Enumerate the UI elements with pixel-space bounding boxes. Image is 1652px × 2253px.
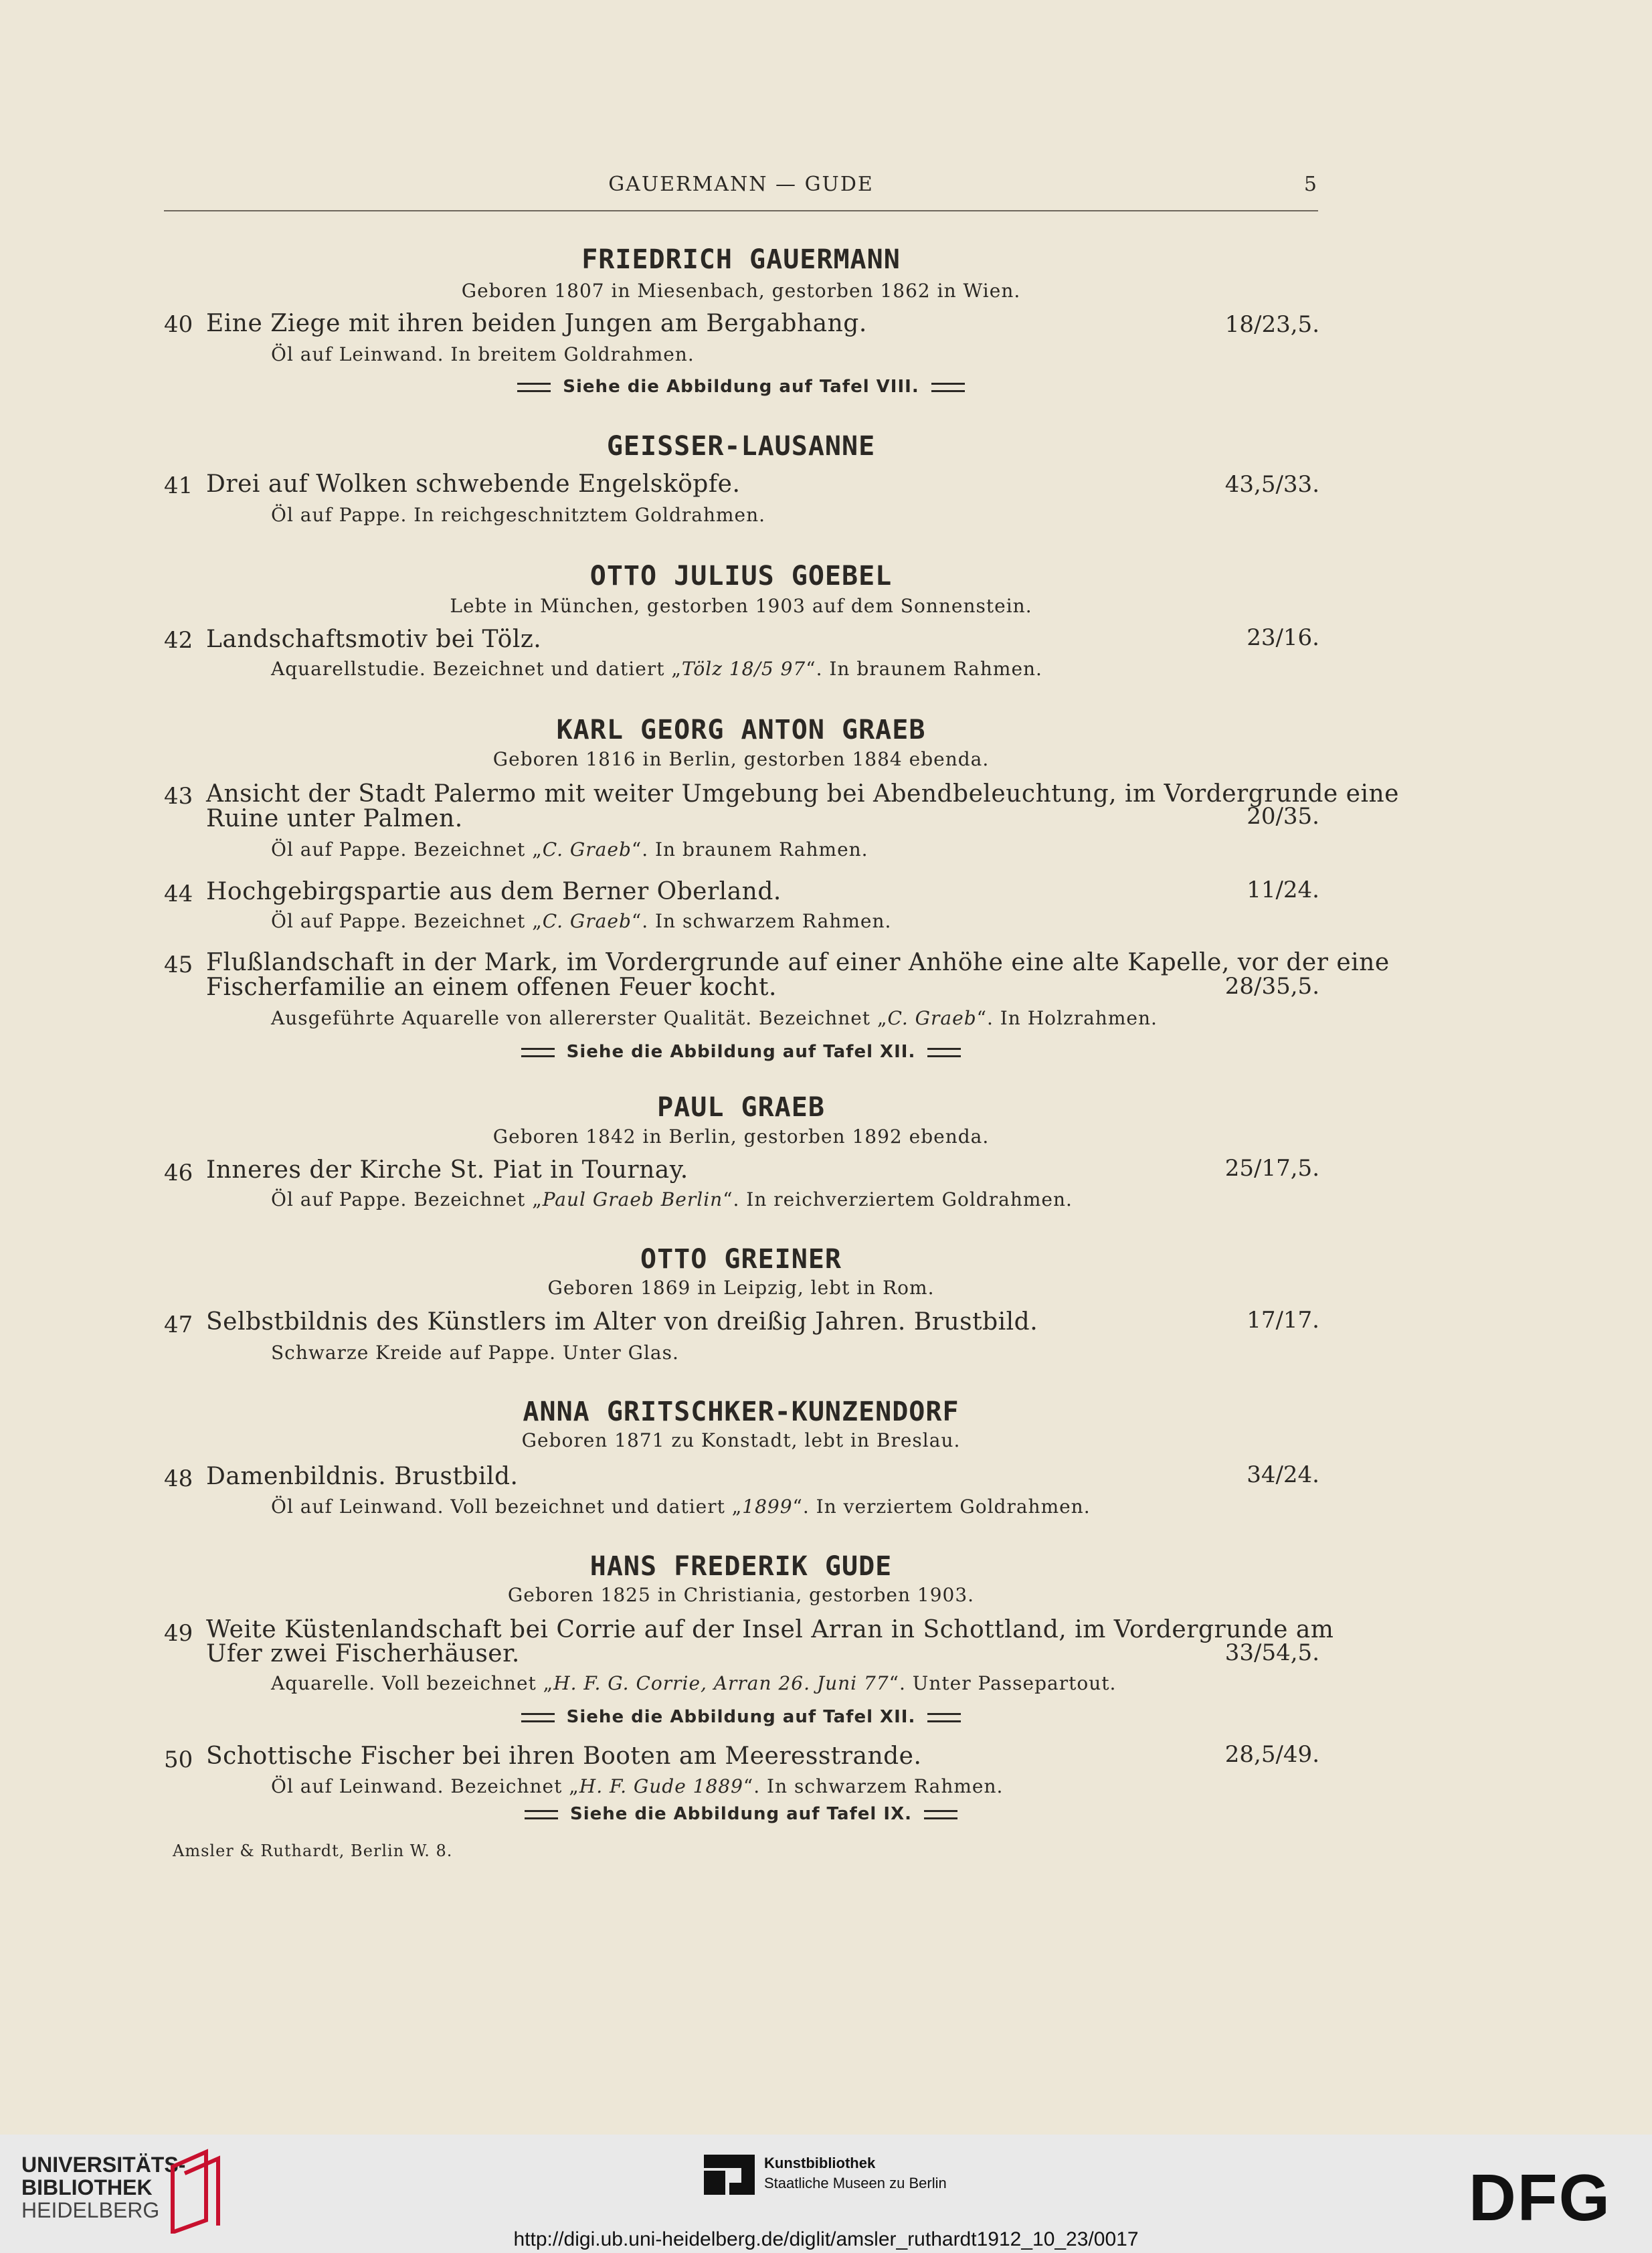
entry-title-continued: Ufer zwei Fischerhäuser. [206,1640,520,1668]
dfg-logo[interactable]: DFG [1469,2161,1611,2234]
artist-bio: Geboren 1807 in Miesenbach, gestorben 1862 in Wien. [461,280,1021,302]
catalog-number: 49 [164,1620,193,1647]
permalink-url[interactable]: http://digi.ub.uni-heidelberg.de/diglit/amsler_ruthardt1912_10_23/0017 [513,2228,1139,2250]
running-title: GAUERMANN — GUDE [608,173,874,196]
entry-title: Damenbildnis. Brustbild. [206,1463,519,1490]
artist-heading: FRIEDRICH GAUERMANN [581,244,901,275]
artist-bio: Geboren 1816 in Berlin, gestorben 1884 ebenda. [492,748,990,770]
catalog-number: 48 [164,1465,193,1492]
entry-title: Drei auf Wolken schwebende Engelsköpfe. [206,470,741,498]
header-rule [164,210,1318,211]
entry-title: Schottische Fischer bei ihren Booten am Meeresstrande. [206,1742,922,1770]
entry-title: Eine Ziege mit ihren beiden Jungen am Bergabhang. [206,310,867,337]
plate-text: Siehe die Abbildung auf Tafel XII. [566,1707,916,1727]
entry-title: Selbstbildnis des Künstlers im Alter von dreißig Jahren. Brustbild. [206,1308,1038,1336]
artist-heading: PAUL GRAEB [657,1092,825,1123]
entry-note: Öl auf Leinwand. In breitem Goldrahmen. [271,343,695,365]
artist-heading: KARL GEORG ANTON GRAEB [556,715,926,745]
entry-title: Ansicht der Stadt Palermo mit weiter Umgebung bei Abendbeleuchtung, im Vordergrunde eine [206,780,1399,808]
entry-note: Öl auf Pappe. In reichgeschnitztem Goldrahmen. [271,504,766,526]
kunstbibliothek-mark-icon [703,2155,756,2195]
plate-reference [164,377,1318,397]
entry-title: Landschaftsmotiv bei Tölz. [206,626,542,653]
artist-bio: Geboren 1825 in Christiania, gestorben 1903. [507,1584,975,1606]
artist-heading: OTTO GREINER [640,1244,842,1275]
artist-heading: GEISSER-LAUSANNE [606,431,876,462]
printer-imprint: Amsler & Ruthardt, Berlin W. 8. [173,1841,453,1860]
entry-dimensions: 28/35,5. [1224,973,1319,1000]
plate-reference [164,1804,1318,1824]
artist-heading: OTTO JULIUS GOEBEL [589,561,893,592]
catalog-number: 41 [164,472,193,499]
artist-heading: HANS FREDERIK GUDE [589,1551,893,1582]
entry-title: Inneres der Kirche St. Piat in Tournay. [206,1156,689,1184]
entry-dimensions: 33/54,5. [1224,1639,1319,1666]
entry-title-continued: Fischerfamilie an einem offenen Feuer kocht. [206,974,777,1001]
entry-dimensions: 23/16. [1247,624,1319,651]
catalog-number: 50 [164,1746,193,1773]
university-library-logo[interactable]: UNIVERSITÄTS- BIBLIOTHEK HEIDELBERG [21,2153,186,2222]
plate-reference [164,1042,1318,1062]
entry-title: Flußlandschaft in der Mark, im Vordergrunde auf einer Anhöhe eine alte Kapelle, vor der eine [206,949,1390,976]
entry-title: Weite Küstenlandschaft bei Corrie auf der Insel Arran in Schottland, im Vordergrunde am [206,1616,1334,1643]
entry-title: Hochgebirgspartie aus dem Berner Oberland. [206,878,782,905]
catalog-number: 42 [164,627,193,654]
entry-dimensions: 11/24. [1247,877,1319,903]
entry-note: Öl auf Pappe. Bezeichnet „C. Graeb“. In schwarzem Rahmen. [271,910,892,932]
digitization-footer: UNIVERSITÄTS- BIBLIOTHEK HEIDELBERG Kunstbibliothek Staatliche Museen zu Berlin DFG http://digi.ub.uni-heidelberg.de/diglit/amsler_ruthardt1912_10_23/0017 [0,2135,1652,2253]
artist-bio: Geboren 1869 in Leipzig, lebt in Rom. [547,1277,935,1299]
plate-text: Siehe die Abbildung auf Tafel IX. [570,1804,912,1824]
entry-dimensions: 28,5/49. [1224,1741,1319,1768]
entry-note: Öl auf Pappe. Bezeichnet „Paul Graeb Berlin“. In reichverziertem Goldrahmen. [271,1188,1073,1210]
artist-bio: Lebte in München, gestorben 1903 auf dem Sonnenstein. [450,595,1032,617]
plate-reference [164,1707,1318,1727]
entry-dimensions: 25/17,5. [1224,1155,1319,1182]
entry-dimensions: 34/24. [1247,1461,1319,1488]
catalog-number: 46 [164,1160,193,1186]
catalog-number: 43 [164,783,193,810]
catalog-number: 40 [164,311,193,338]
entry-dimensions: 17/17. [1247,1307,1319,1334]
catalog-number: 45 [164,952,193,978]
plate-text: Siehe die Abbildung auf Tafel XII. [566,1042,916,1062]
running-header [164,173,1318,199]
artist-heading: ANNA GRITSCHKER-KUNZENDORF [523,1396,959,1427]
artist-bio: Geboren 1842 in Berlin, gestorben 1892 ebenda. [492,1125,990,1148]
entry-dimensions: 43,5/33. [1224,471,1319,498]
page-number: 5 [1303,173,1318,196]
artist-bio: Geboren 1871 zu Konstadt, lebt in Breslau. [521,1429,961,1451]
entry-note: Öl auf Leinwand. Bezeichnet „H. F. Gude 1889“. In schwarzem Rahmen. [271,1775,1004,1797]
catalog-number: 47 [164,1312,193,1338]
entry-dimensions: 20/35. [1247,803,1319,830]
entry-note: Aquarelle. Voll bezeichnet „H. F. G. Corrie, Arran 26. Juni 77“. Unter Passepartout. [271,1672,1117,1694]
entry-note: Schwarze Kreide auf Pappe. Unter Glas. [271,1342,679,1364]
entry-note: Ausgeführte Aquarelle von allererster Qualität. Bezeichnet „C. Graeb“. In Holzrahmen. [271,1007,1158,1029]
university-crest-icon [166,2147,226,2234]
entry-dimensions: 18/23,5. [1224,311,1319,338]
entry-note: Öl auf Leinwand. Voll bezeichnet und datiert „1899“. In verziertem Goldrahmen. [271,1496,1091,1518]
entry-note: Öl auf Pappe. Bezeichnet „C. Graeb“. In braunem Rahmen. [271,838,868,861]
entry-note: Aquarellstudie. Bezeichnet und datiert „Tölz 18/5 97“. In braunem Rahmen. [271,658,1042,680]
catalog-number: 44 [164,881,193,907]
plate-text: Siehe die Abbildung auf Tafel VIII. [563,377,919,397]
entry-title-continued: Ruine unter Palmen. [206,805,463,832]
